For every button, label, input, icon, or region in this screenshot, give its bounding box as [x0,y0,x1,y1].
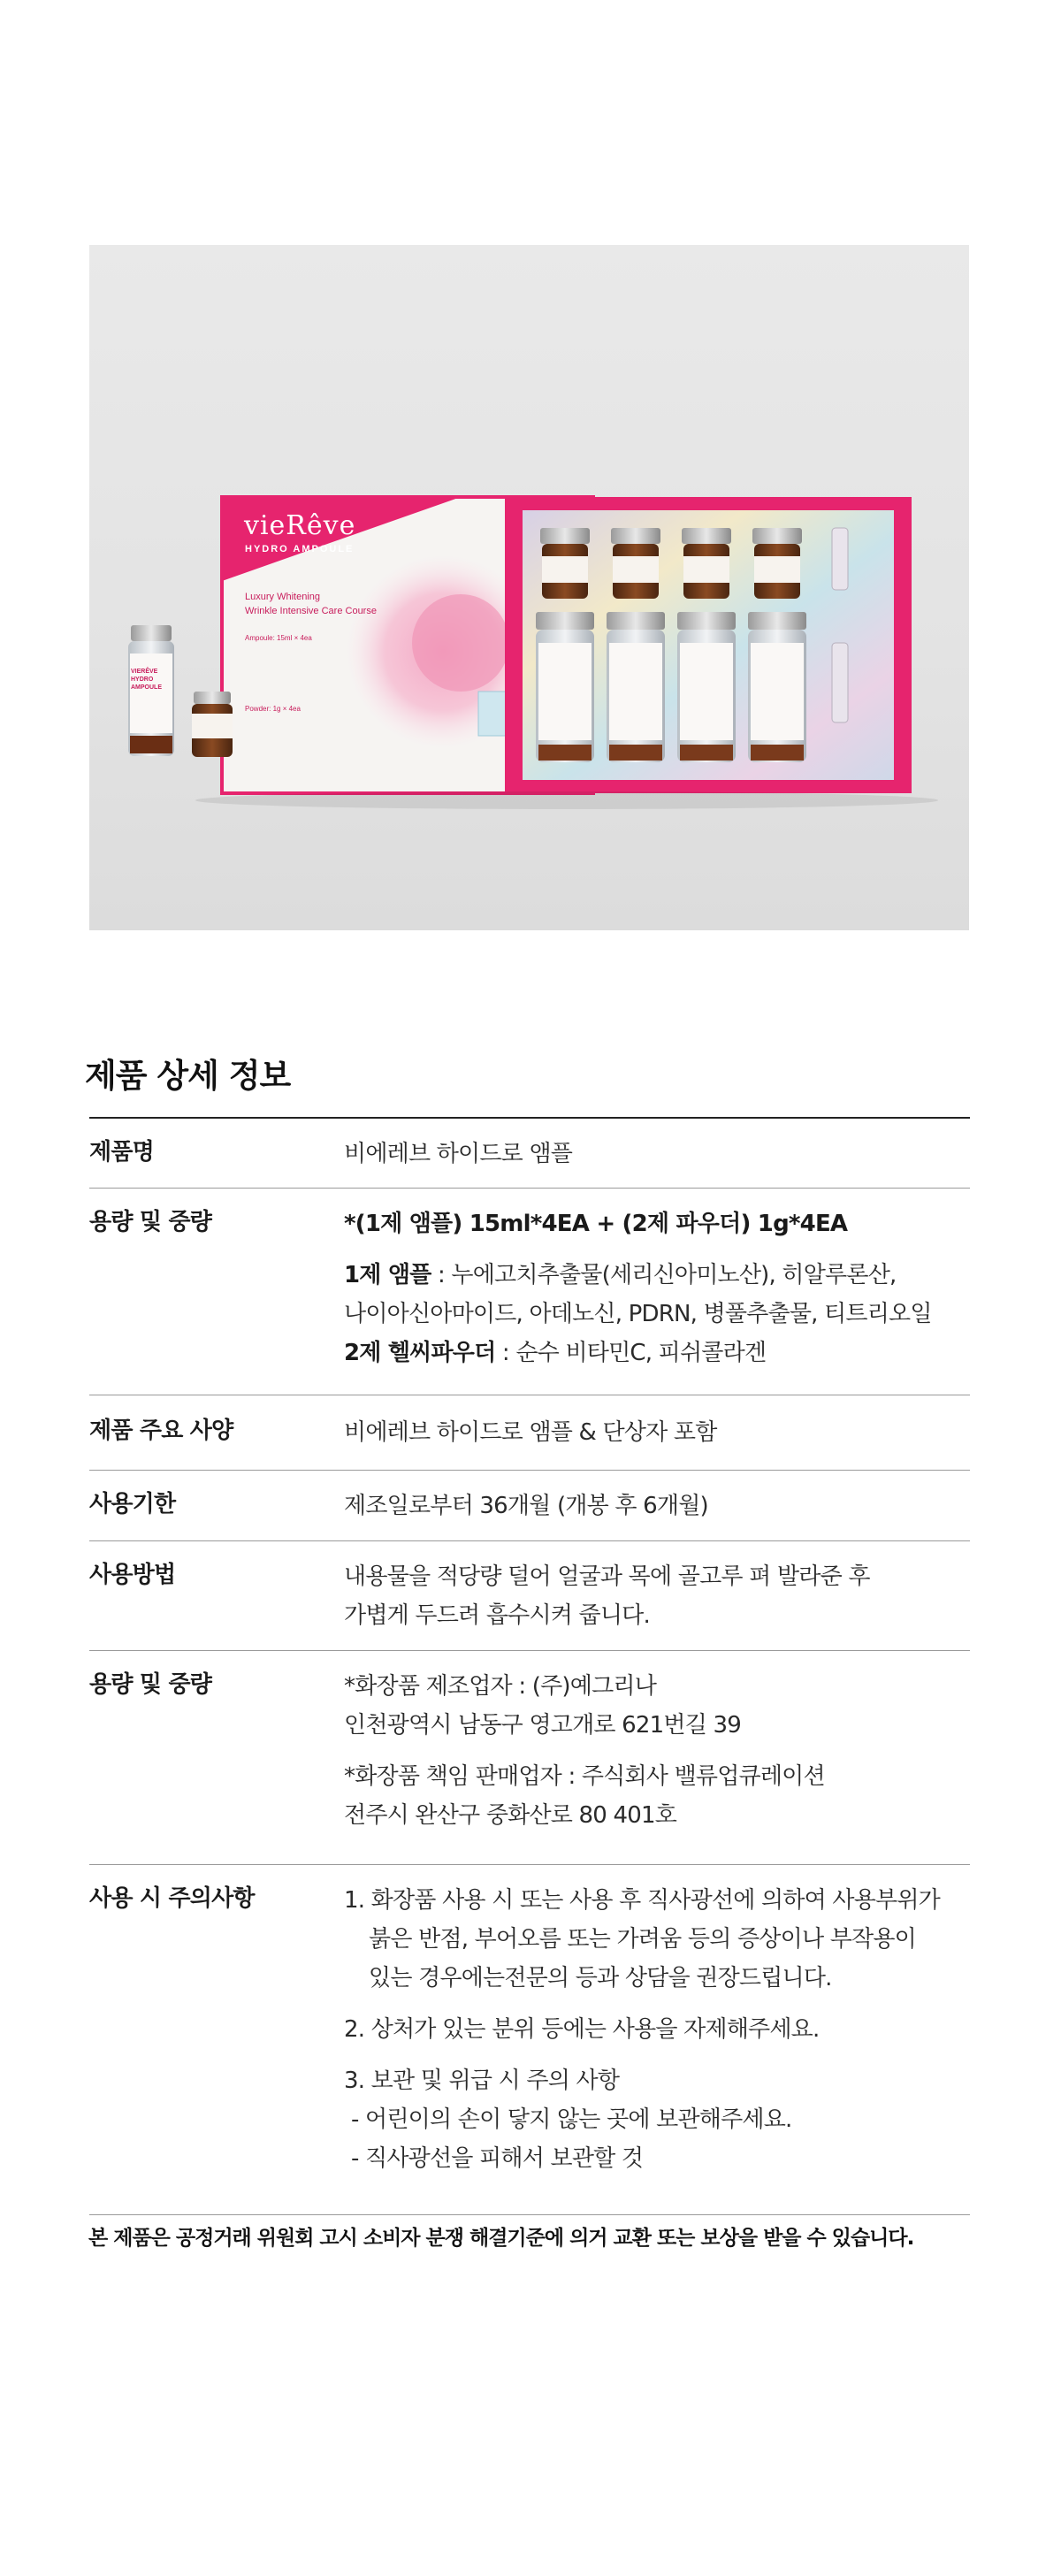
caution-item-3-sub-1: - 어린이의 손이 닿지 않는 곳에 보관해주세요. [351,2106,792,2133]
row-value [344,1881,970,2197]
row-value: 비에레브 하이드로 앰플 [344,1141,573,1167]
ampoule-text: : 누에고치추출물(세리신아미노산), 히알루론산, [431,1262,897,1288]
box-brand: vieRêve [244,510,356,541]
capacity-headline: *(1제 앰플) 15ml*4EA + (2제 파우더) 1g*4EA [344,1211,848,1237]
box-tagline-2: Wrinkle Intensive Care Course [245,606,377,616]
maker-line-2: 인천광역시 남동구 영고개로 621번길 39 [344,1712,741,1739]
box-spec-2: Powder: 1g × 4ea [245,705,301,713]
product-photo [89,245,969,930]
row-maker [89,1651,970,1865]
row-label: 제품 주요 사양 [89,1418,233,1444]
row-label: 사용방법 [89,1562,176,1588]
row-label: 용량 및 중량 [89,1671,212,1698]
consumer-notice: 본 제품은 공정거래 위원회 고시 소비자 분쟁 해결기준에 의거 교환 또는 보상을 받을 수 있습니다. [88,2227,914,2250]
powder-ingredients [344,1334,970,1372]
product-illustration [89,245,969,930]
seller-line-2: 전주시 완산구 중화산로 80 401호 [344,1802,677,1829]
row-value: 제조일로부터 36개월 (개봉 후 6개월) [344,1493,708,1519]
caution-item-1-line-3: 있는 경우에는전문의 등과 상담을 권장드립니다. [369,1965,832,1991]
caution-item-3-sub-2: - 직사광선을 피해서 보관할 것 [351,2145,644,2172]
row-value [344,1204,970,1377]
ampoule-ingredients [344,1256,970,1295]
row-caution [89,1865,970,2215]
maker-line-1: *화장품 제조업자 : (주)예그리나 [344,1673,657,1700]
box-tagline-1: Luxury Whitening [245,592,320,602]
row-label: 제품명 [89,1139,154,1166]
product-info-table [89,1117,970,2215]
vial-label: VIERÊVE HYDRO AMPOULE [131,669,162,691]
box-spec-1: Ampoule: 15ml × 4ea [245,634,312,642]
box-product-name: HYDRO AMPOULE [245,544,355,554]
usage-line-1: 내용물을 적당량 덜어 얼굴과 목에 골고루 펴 발라준 후 [344,1563,870,1590]
section-title: 제품 상세 정보 [85,1057,291,1095]
tray-vials-bottom [536,612,848,762]
usage-line-2: 가볍게 두드려 흡수시켜 줍니다. [344,1602,650,1629]
row-value [344,1557,970,1632]
row-product-name [89,1119,970,1189]
row-value [344,1667,970,1846]
ampoule-title: 1제 앰플 [344,1262,431,1288]
row-usage [89,1541,970,1651]
row-expiry [89,1471,970,1541]
caution-item-1-line-2: 붉은 반점, 부어오름 또는 가려움 등의 증상이나 부작용이 [369,1926,916,1953]
seller-line-1: *화장품 책임 판매업자 : 주식회사 밸류업큐레이션 [344,1763,825,1790]
caution-item-1-line-1: 1. 화장품 사용 시 또는 사용 후 직사광선에 의하여 사용부위가 [344,1887,940,1914]
caution-item-2: 2. 상처가 있는 분위 등에는 사용을 자제해주세요. [344,2016,820,2043]
row-capacity [89,1189,970,1395]
row-label: 사용 시 주의사항 [89,1885,255,1912]
ampoule-ingredients-2: 나이아신아마이드, 아데노신, PDRN, 병풀추출물, 티트리오일 [344,1301,932,1327]
row-spec [89,1395,970,1471]
row-value: 비에레브 하이드로 앰플 & 단상자 포함 [344,1419,717,1446]
row-label: 사용기한 [89,1491,176,1517]
row-label: 용량 및 중량 [89,1209,212,1235]
caution-item-3: 3. 보관 및 위급 시 주의 사항 [344,2068,620,2094]
powder-text: : 순수 비타민C, 피쉬콜라겐 [495,1340,767,1366]
powder-title: 2제 헬씨파우더 [344,1340,496,1366]
